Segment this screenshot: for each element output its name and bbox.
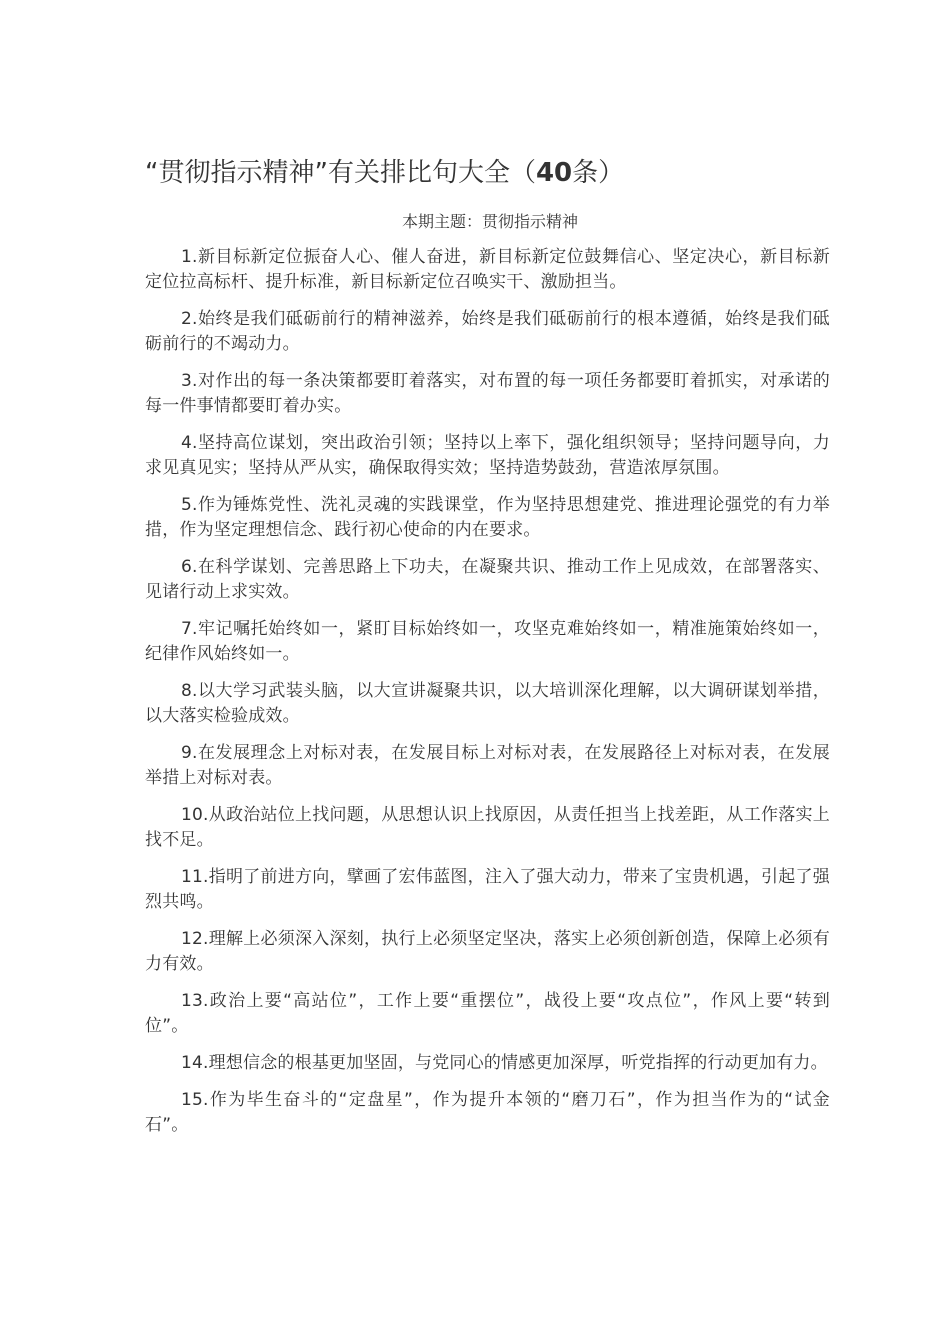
list-item: 3.对作出的每一条决策都要盯着落实，对布置的每一项任务都要盯着抓实，对承诺的每一件事情都要盯着办实。 <box>145 371 830 416</box>
list-item: 6.在科学谋划、完善思路上下功夫，在凝聚共识、推动工作上见成效，在部署落实、见诸行动上求实效。 <box>145 557 830 602</box>
list-item: 4.坚持高位谋划，突出政治引领；坚持以上率下，强化组织领导；坚持问题导向，力求见真见实；坚持从严从实，确保取得实效；坚持造势鼓劲，营造浓厚氛围。 <box>145 433 830 478</box>
list-item: 14.理想信念的根基更加坚固，与党同心的情感更加深厚，听党指挥的行动更加有力。 <box>181 1053 828 1073</box>
list-item: 12.理解上必须深入深刻，执行上必须坚定坚决，落实上必须创新创造，保障上必须有力有效。 <box>145 929 830 974</box>
title-prefix: “贯彻指示精神”有关排比句大全（ <box>145 158 536 188</box>
sentence-list <box>145 245 830 1150</box>
list-item: 7.牢记嘱托始终如一，紧盯目标始终如一，攻坚克难始终如一，精准施策始终如一，纪律作风始终如一。 <box>145 619 830 664</box>
document-title <box>145 155 845 191</box>
title-count: 40 <box>535 158 573 188</box>
list-item: 5.作为锤炼党性、洗礼灵魂的实践课堂，作为坚持思想建党、推进理论强党的有力举措，作为坚定理想信念、践行初心使命的内在要求。 <box>145 495 830 540</box>
list-item: 15.作为毕生奋斗的“定盘星”，作为提升本领的“磨刀石”，作为担当作为的“试金石”。 <box>145 1090 830 1135</box>
list-item: 10.从政治站位上找问题，从思想认识上找原因，从责任担当上找差距，从工作落实上找不足。 <box>145 805 830 850</box>
list-item: 9.在发展理念上对标对表，在发展目标上对标对表，在发展路径上对标对表，在发展举措上对标对表。 <box>145 743 830 788</box>
list-item: 1.新目标新定位振奋人心、催人奋进，新目标新定位鼓舞信心、坚定决心，新目标新定位拉高标杆、提升标准，新目标新定位召唤实干、激励担当。 <box>145 247 830 292</box>
list-item: 11.指明了前进方向，擘画了宏伟蓝图，注入了强大动力，带来了宝贵机遇，引起了强烈共鸣。 <box>145 867 830 912</box>
title-suffix: 条） <box>572 158 625 188</box>
document-subtitle: 本期主题：贯彻指示精神 <box>401 212 578 231</box>
list-item: 13.政治上要“高站位”，工作上要“重摆位”，战役上要“攻点位”，作风上要“转到位”。 <box>145 991 830 1036</box>
list-item: 2.始终是我们砥砺前行的精神滋养，始终是我们砥砺前行的根本遵循，始终是我们砥砺前行的不竭动力。 <box>145 309 830 354</box>
list-item: 8.以大学习武装头脑，以大宣讲凝聚共识，以大培训深化理解，以大调研谋划举措，以大落实检验成效。 <box>145 681 830 726</box>
